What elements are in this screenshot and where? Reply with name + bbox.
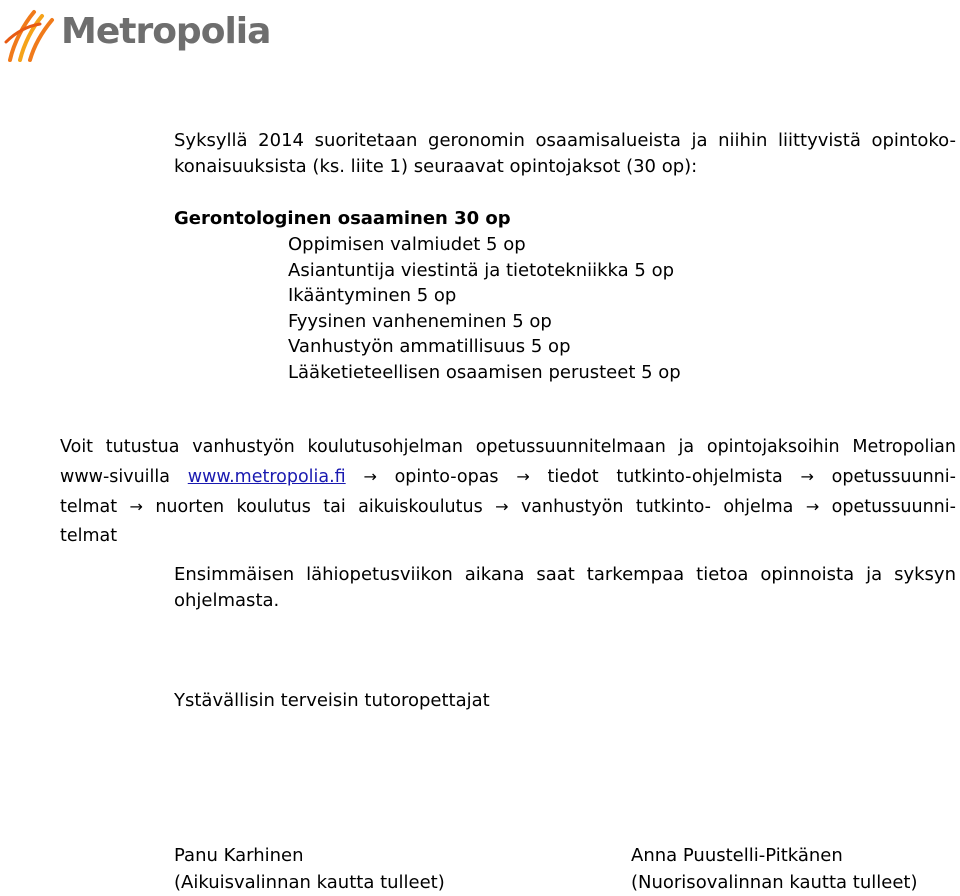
- info-paragraph: [60, 433, 956, 551]
- arrow-right-icon: →: [516, 467, 530, 486]
- first-week-line-1: Ensimmäisen lähiopetusviikon aikana saat tarkempaa tietoa opinnoista ja syksyn: [174, 564, 956, 585]
- intro-paragraph: [174, 128, 956, 180]
- arrow-right-icon: →: [495, 497, 509, 516]
- signature-name: Panu Karhinen: [174, 845, 304, 866]
- metropolia-logo: [4, 2, 271, 66]
- arrow-right-icon: →: [363, 467, 377, 486]
- info-line-3: [60, 492, 956, 522]
- info-line-1: Voit tutustua vanhustyön koulutusohjelman opetussuunnitelmaan ja opintojaksoihin Metropolian: [60, 437, 956, 457]
- info-line-4: telmat: [60, 526, 118, 546]
- metropolia-link[interactable]: www.metropolia.fi: [187, 467, 346, 487]
- intro-line-2: konaisuuksista (ks. liite 1) seuraavat opintojaksot (30 op):: [174, 156, 698, 177]
- step-tiedot: tiedot tutkinto-ohjelmista: [547, 467, 783, 487]
- list-item: Vanhustyön ammatillisuus 5 op: [288, 336, 571, 357]
- signature-anna: [631, 842, 917, 896]
- list-item: Lääketieteellisen osaamisen perusteet 5 op: [288, 361, 681, 383]
- logo-wordmark: Metropolia: [61, 11, 271, 52]
- info-prefix: www-sivuilla: [60, 467, 170, 487]
- step-opetussuunnitelmat-c: opetussuunni-: [831, 497, 956, 517]
- first-week-paragraph: [174, 562, 956, 614]
- step-opinto-opas: opinto-opas: [394, 467, 499, 487]
- signature-panu: [174, 842, 445, 896]
- arrow-right-icon: →: [800, 467, 814, 486]
- course-list: [174, 232, 681, 385]
- step-koulutus: nuorten koulutus tai aikuiskoulutus: [155, 497, 483, 517]
- list-item: Oppimisen valmiudet 5 op: [288, 234, 526, 255]
- signature-role: (Nuorisovalinnan kautta tulleet): [631, 872, 918, 893]
- logo-swoosh-icon: [4, 2, 62, 64]
- step-opetussuunnitelmat-b: telmat: [60, 497, 118, 517]
- greeting: Ystävällisin terveisin tutoropettajat: [174, 690, 490, 711]
- arrow-right-icon: →: [805, 497, 820, 516]
- course-block: [174, 206, 681, 385]
- list-item: Ikääntyminen 5 op: [288, 285, 457, 306]
- signature-name: Anna Puustelli-Pitkänen: [631, 845, 843, 866]
- step-tutkinto-ohjelma: vanhustyön tutkinto- ohjelma: [520, 497, 794, 517]
- arrow-right-icon: →: [129, 497, 143, 516]
- intro-line-1: Syksyllä 2014 suoritetaan geronomin osaamisalueista ja niihin liittyvistä opintoko-: [174, 130, 956, 151]
- step-opetussuunnitelmat-a: opetussuunni-: [831, 467, 956, 487]
- list-item: Asiantuntija viestintä ja tietotekniikka 5 op: [288, 259, 675, 281]
- course-heading: Gerontologinen osaaminen 30 op: [174, 208, 511, 229]
- signature-role: (Aikuisvalinnan kautta tulleet): [174, 872, 445, 893]
- list-item: Fyysinen vanheneminen 5 op: [288, 310, 552, 332]
- info-line-2: [60, 462, 956, 492]
- first-week-line-2: ohjelmasta.: [174, 590, 280, 611]
